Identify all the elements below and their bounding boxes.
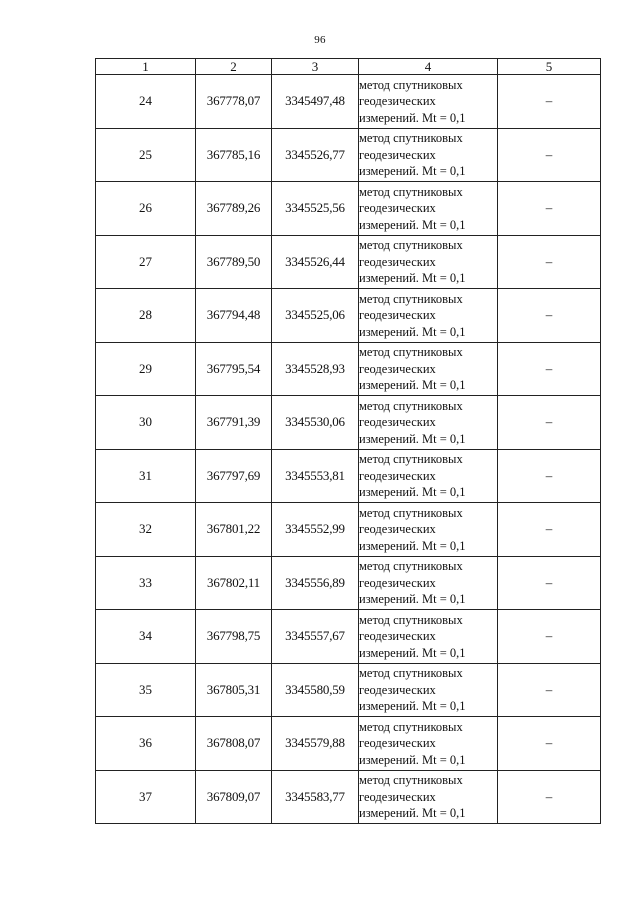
x-coordinate-cell: 367798,75	[196, 610, 272, 664]
method-line: геодезических	[359, 415, 436, 429]
x-coordinate-cell: 367801,22	[196, 503, 272, 557]
table-row	[96, 75, 601, 129]
table-row	[96, 182, 601, 236]
x-coordinate-cell: 367802,11	[196, 556, 272, 610]
y-coordinate-cell: 3345497,48	[272, 75, 359, 129]
method-cell	[359, 663, 498, 717]
x-coordinate-cell: 367789,50	[196, 235, 272, 289]
method-line: измерений. Mt = 0,1	[359, 485, 466, 499]
note-cell: –	[498, 235, 601, 289]
method-line: метод спутниковых	[359, 452, 463, 466]
point-number-cell: 31	[96, 449, 196, 503]
table-body	[96, 75, 601, 824]
method-line: метод спутниковых	[359, 291, 463, 306]
note-cell: –	[498, 610, 601, 664]
table-row	[96, 663, 601, 717]
y-coordinate-cell: 3345525,56	[272, 182, 359, 236]
y-coordinate-cell: 3345526,44	[272, 235, 359, 289]
header-col-5: 5	[498, 59, 601, 75]
method-line: геодезических	[359, 682, 436, 697]
method-line: измерений. Mt = 0,1	[359, 110, 466, 125]
note-cell: –	[498, 182, 601, 236]
table-row	[96, 449, 601, 503]
method-line: измерений. Mt = 0,1	[359, 431, 466, 446]
method-line: метод спутниковых	[359, 238, 463, 252]
method-line: метод спутниковых	[359, 773, 463, 787]
table-row	[96, 610, 601, 664]
table-row	[96, 556, 601, 610]
table-row	[96, 235, 601, 289]
x-coordinate-cell: 367778,07	[196, 75, 272, 129]
method-cell	[359, 449, 498, 503]
x-coordinate-cell: 367791,39	[196, 396, 272, 450]
method-line: измерений. Mt = 0,1	[359, 592, 466, 606]
table-row	[96, 717, 601, 771]
x-coordinate-cell: 367795,54	[196, 342, 272, 396]
point-number-cell: 36	[96, 717, 196, 771]
method-line: измерений. Mt = 0,1	[359, 271, 466, 285]
y-coordinate-cell: 3345580,59	[272, 663, 359, 717]
coordinates-table	[95, 58, 601, 824]
method-line: измерений. Mt = 0,1	[359, 378, 466, 392]
y-coordinate-cell: 3345557,67	[272, 610, 359, 664]
method-line: измерений. Mt = 0,1	[359, 217, 466, 232]
method-line: измерений. Mt = 0,1	[359, 164, 466, 178]
table-header	[96, 59, 601, 75]
method-line: метод спутниковых	[359, 345, 463, 359]
point-number-cell: 35	[96, 663, 196, 717]
header-col-1: 1	[96, 59, 196, 75]
point-number-cell: 25	[96, 128, 196, 182]
y-coordinate-cell: 3345528,93	[272, 342, 359, 396]
method-cell	[359, 610, 498, 664]
method-cell	[359, 75, 498, 129]
method-line: измерений. Mt = 0,1	[359, 699, 466, 713]
method-line: метод спутниковых	[359, 131, 463, 145]
method-line: метод спутниковых	[359, 559, 463, 573]
y-coordinate-cell: 3345579,88	[272, 717, 359, 771]
method-line: геодезических	[359, 361, 436, 376]
note-cell: –	[498, 75, 601, 129]
note-cell: –	[498, 289, 601, 343]
table-row	[96, 289, 601, 343]
header-col-3: 3	[272, 59, 359, 75]
method-line: геодезических	[359, 147, 436, 162]
method-line: метод спутниковых	[359, 77, 463, 92]
note-cell: –	[498, 503, 601, 557]
method-line: геодезических	[359, 789, 436, 804]
method-cell	[359, 556, 498, 610]
point-number-cell: 37	[96, 770, 196, 824]
method-line: метод спутниковых	[359, 612, 463, 627]
method-line: измерений. Mt = 0,1	[359, 806, 466, 820]
note-cell: –	[498, 770, 601, 824]
method-line: геодезических	[359, 254, 436, 269]
y-coordinate-cell: 3345526,77	[272, 128, 359, 182]
method-cell	[359, 342, 498, 396]
point-number-cell: 24	[96, 75, 196, 129]
header-col-2: 2	[196, 59, 272, 75]
y-coordinate-cell: 3345530,06	[272, 396, 359, 450]
method-line: геодезических	[359, 201, 436, 215]
method-line: геодезических	[359, 629, 436, 643]
table-row	[96, 396, 601, 450]
note-cell: –	[498, 663, 601, 717]
point-number-cell: 34	[96, 610, 196, 664]
x-coordinate-cell: 367794,48	[196, 289, 272, 343]
method-line: метод спутниковых	[359, 398, 463, 413]
y-coordinate-cell: 3345553,81	[272, 449, 359, 503]
table-row	[96, 128, 601, 182]
method-cell	[359, 128, 498, 182]
note-cell: –	[498, 342, 601, 396]
x-coordinate-cell: 367808,07	[196, 717, 272, 771]
method-line: геодезических	[359, 468, 436, 483]
method-cell	[359, 503, 498, 557]
note-cell: –	[498, 128, 601, 182]
y-coordinate-cell: 3345583,77	[272, 770, 359, 824]
header-row	[96, 59, 601, 75]
x-coordinate-cell: 367809,07	[196, 770, 272, 824]
method-line: измерений. Mt = 0,1	[359, 538, 466, 553]
method-line: геодезических	[359, 94, 436, 108]
method-line: геодезических	[359, 522, 436, 536]
method-line: геодезических	[359, 736, 436, 750]
method-line: метод спутниковых	[359, 719, 463, 734]
page-number: 96	[314, 34, 326, 46]
method-cell	[359, 396, 498, 450]
y-coordinate-cell: 3345556,89	[272, 556, 359, 610]
point-number-cell: 26	[96, 182, 196, 236]
header-col-4: 4	[359, 59, 498, 75]
method-cell	[359, 770, 498, 824]
point-number-cell: 29	[96, 342, 196, 396]
table-row	[96, 503, 601, 557]
note-cell: –	[498, 449, 601, 503]
point-number-cell: 27	[96, 235, 196, 289]
x-coordinate-cell: 367805,31	[196, 663, 272, 717]
point-number-cell: 30	[96, 396, 196, 450]
point-number-cell: 33	[96, 556, 196, 610]
point-number-cell: 32	[96, 503, 196, 557]
y-coordinate-cell: 3345525,06	[272, 289, 359, 343]
table-row	[96, 770, 601, 824]
method-cell	[359, 235, 498, 289]
method-cell	[359, 182, 498, 236]
method-line: геодезических	[359, 575, 436, 590]
note-cell: –	[498, 556, 601, 610]
method-line: геодезических	[359, 308, 436, 322]
method-line: метод спутниковых	[359, 184, 463, 199]
note-cell: –	[498, 396, 601, 450]
x-coordinate-cell: 367797,69	[196, 449, 272, 503]
method-line: измерений. Mt = 0,1	[359, 324, 466, 339]
method-line: измерений. Mt = 0,1	[359, 645, 466, 660]
method-line: метод спутниковых	[359, 505, 463, 520]
x-coordinate-cell: 367785,16	[196, 128, 272, 182]
point-number-cell: 28	[96, 289, 196, 343]
x-coordinate-cell: 367789,26	[196, 182, 272, 236]
method-line: метод спутниковых	[359, 666, 463, 680]
note-cell: –	[498, 717, 601, 771]
method-cell	[359, 289, 498, 343]
method-cell	[359, 717, 498, 771]
table-row	[96, 342, 601, 396]
method-line: измерений. Mt = 0,1	[359, 752, 466, 767]
y-coordinate-cell: 3345552,99	[272, 503, 359, 557]
